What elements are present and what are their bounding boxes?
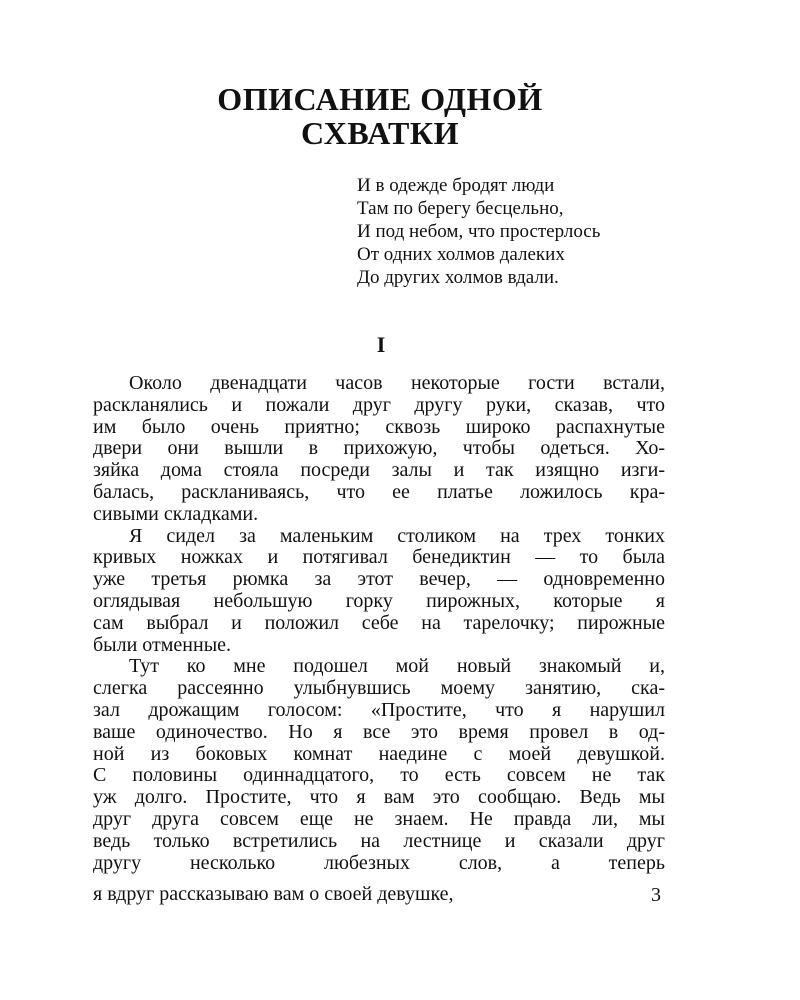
epigraph-line: Там по берегу бесцельно, <box>357 198 564 219</box>
text-line: Около двенадцати часов некоторые гости встали, <box>129 372 665 394</box>
text-line: Тут ко мне подошел мой новый знакомый и, <box>129 655 665 678</box>
text-line: Я сидел за маленьким столиком на трех тонких <box>129 524 665 547</box>
text-line: раскланялись и пожали друг другу руки, сказав, что <box>93 393 665 416</box>
chapter-number: I <box>376 332 386 357</box>
text-line: балась, раскланиваясь, что ее платье ложилось кра- <box>93 480 665 503</box>
text-line: уж долго. Простите, что я вам это сообщаю. Ведь мы <box>93 786 665 809</box>
page-number: 3 <box>651 884 661 906</box>
story-title <box>0 82 800 150</box>
text-line: С половины одиннадцатого, то есть совсем не так <box>93 764 665 787</box>
text-line: уже третья рюмка за этот вечер, — одновременно <box>93 568 665 591</box>
epigraph-line: От одних холмов далеких <box>357 244 565 265</box>
text-line: сивыми складками. <box>93 502 259 525</box>
text-line: двери они вышли в прихожую, чтобы одеться. Хо- <box>93 437 665 460</box>
text-line: кривых ножках и потягивал бенедиктин — то была <box>93 546 665 569</box>
epigraph-line: И в одежде бродят люди <box>357 175 555 196</box>
footer-line <box>93 883 665 905</box>
body-text <box>93 373 665 874</box>
last-text-line: я вдруг рассказываю вам о своей девушке, <box>93 883 454 905</box>
text-line: зяйка дома стояла посреди залы и так изящно изги- <box>93 459 665 482</box>
text-line: оглядывая небольшую горку пирожных, которые я <box>93 589 665 612</box>
text-line: зал дрожащим голосом: «Простите, что я нарушил <box>93 698 665 721</box>
text-line: ведь только встретились на лестнице и сказали друг <box>93 829 665 852</box>
epigraph-line: И под небом, что простерлось <box>357 221 601 242</box>
epigraph-line: До других холмов вдали. <box>357 267 559 288</box>
text-line: ваше одиночество. Но я все это время провел в од- <box>93 720 665 743</box>
epigraph <box>357 174 600 289</box>
text-line: другу несколько любезных слов, а теперь <box>93 851 665 874</box>
text-line: сам выбрал и положил себе на тарелочку; пирожные <box>93 611 665 634</box>
text-line: им было очень приятно; сквозь широко распахнутые <box>93 415 665 438</box>
text-line: слегка рассеянно улыбнувшись моему занятию, ска- <box>93 677 665 700</box>
text-line: друг друга совсем еще не знаем. Не правда ли, мы <box>93 807 665 830</box>
story-title-line-2: СХВАТКИ <box>301 115 459 151</box>
text-line: были отменные. <box>93 633 232 656</box>
text-line: ной из боковых комнат наедине с моей девушкой. <box>93 742 665 765</box>
story-title-line-1: ОПИСАНИЕ ОДНОЙ <box>217 81 543 117</box>
